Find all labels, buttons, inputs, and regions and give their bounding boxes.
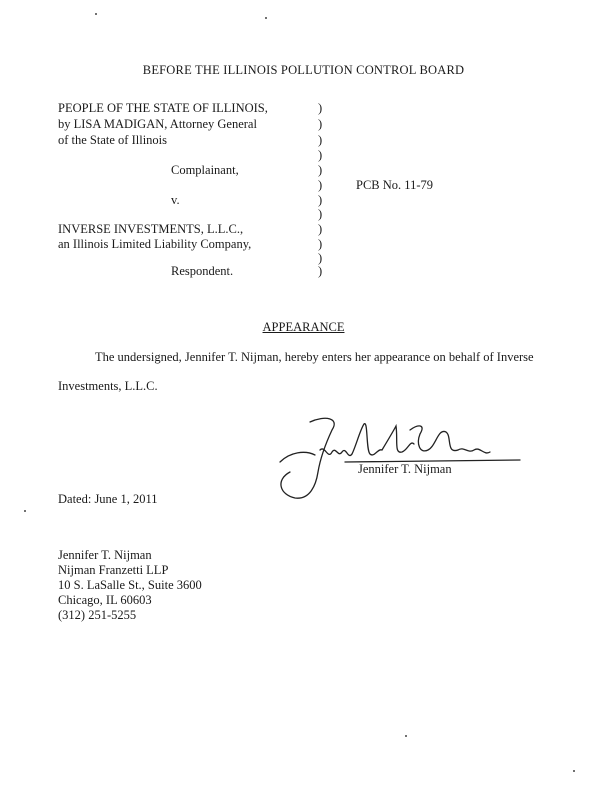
complainant-role: Complainant,	[171, 163, 239, 177]
caption-paren: )	[318, 222, 323, 236]
contact-street: 10 S. LaSalle St., Suite 3600	[58, 578, 202, 592]
scan-speck	[573, 770, 575, 772]
scan-speck	[405, 735, 407, 737]
caption-paren: )	[318, 163, 323, 177]
scan-speck	[95, 13, 97, 15]
caption-paren: )	[318, 264, 323, 278]
signer-printed-name: Jennifer T. Nijman	[358, 462, 452, 476]
contact-phone: (312) 251-5255	[58, 608, 137, 622]
body-line-2: Investments, L.L.C.	[58, 379, 158, 393]
scan-speck	[24, 510, 26, 512]
contact-firm: Nijman Franzetti LLP	[58, 563, 169, 577]
document-title: APPEARANCE	[262, 320, 345, 334]
document-header: BEFORE THE ILLINOIS POLLUTION CONTROL BOARD	[142, 63, 465, 77]
body-line-1: The undersigned, Jennifer T. Nijman, hereby enters her appearance on behalf of Inverse	[95, 350, 534, 364]
complainant-line-3: of the State of Illinois	[58, 133, 168, 147]
signature-drawing	[270, 410, 525, 505]
complainant-line-2: by LISA MADIGAN, Attorney General	[58, 117, 257, 131]
caption-paren: )	[318, 178, 323, 192]
complainant-line-1: PEOPLE OF THE STATE OF ILLINOIS,	[58, 101, 268, 115]
respondent-line-2: an Illinois Limited Liability Company,	[58, 237, 252, 251]
case-number: PCB No. 11-79	[356, 178, 433, 192]
caption-paren: )	[318, 101, 323, 115]
caption-paren: )	[318, 237, 323, 251]
caption-paren: )	[318, 148, 323, 162]
caption-paren: )	[318, 207, 323, 221]
contact-name: Jennifer T. Nijman	[58, 548, 152, 562]
respondent-role: Respondent.	[171, 264, 234, 278]
caption-paren: )	[318, 117, 323, 131]
caption-paren: )	[318, 193, 323, 207]
caption-paren: )	[318, 251, 323, 265]
respondent-line-1: INVERSE INVESTMENTS, L.L.C.,	[58, 222, 244, 236]
date-line: Dated: June 1, 2011	[58, 492, 158, 506]
scan-speck	[265, 17, 267, 19]
versus: v.	[171, 193, 180, 207]
caption-paren: )	[318, 133, 323, 147]
contact-city: Chicago, IL 60603	[58, 593, 152, 607]
